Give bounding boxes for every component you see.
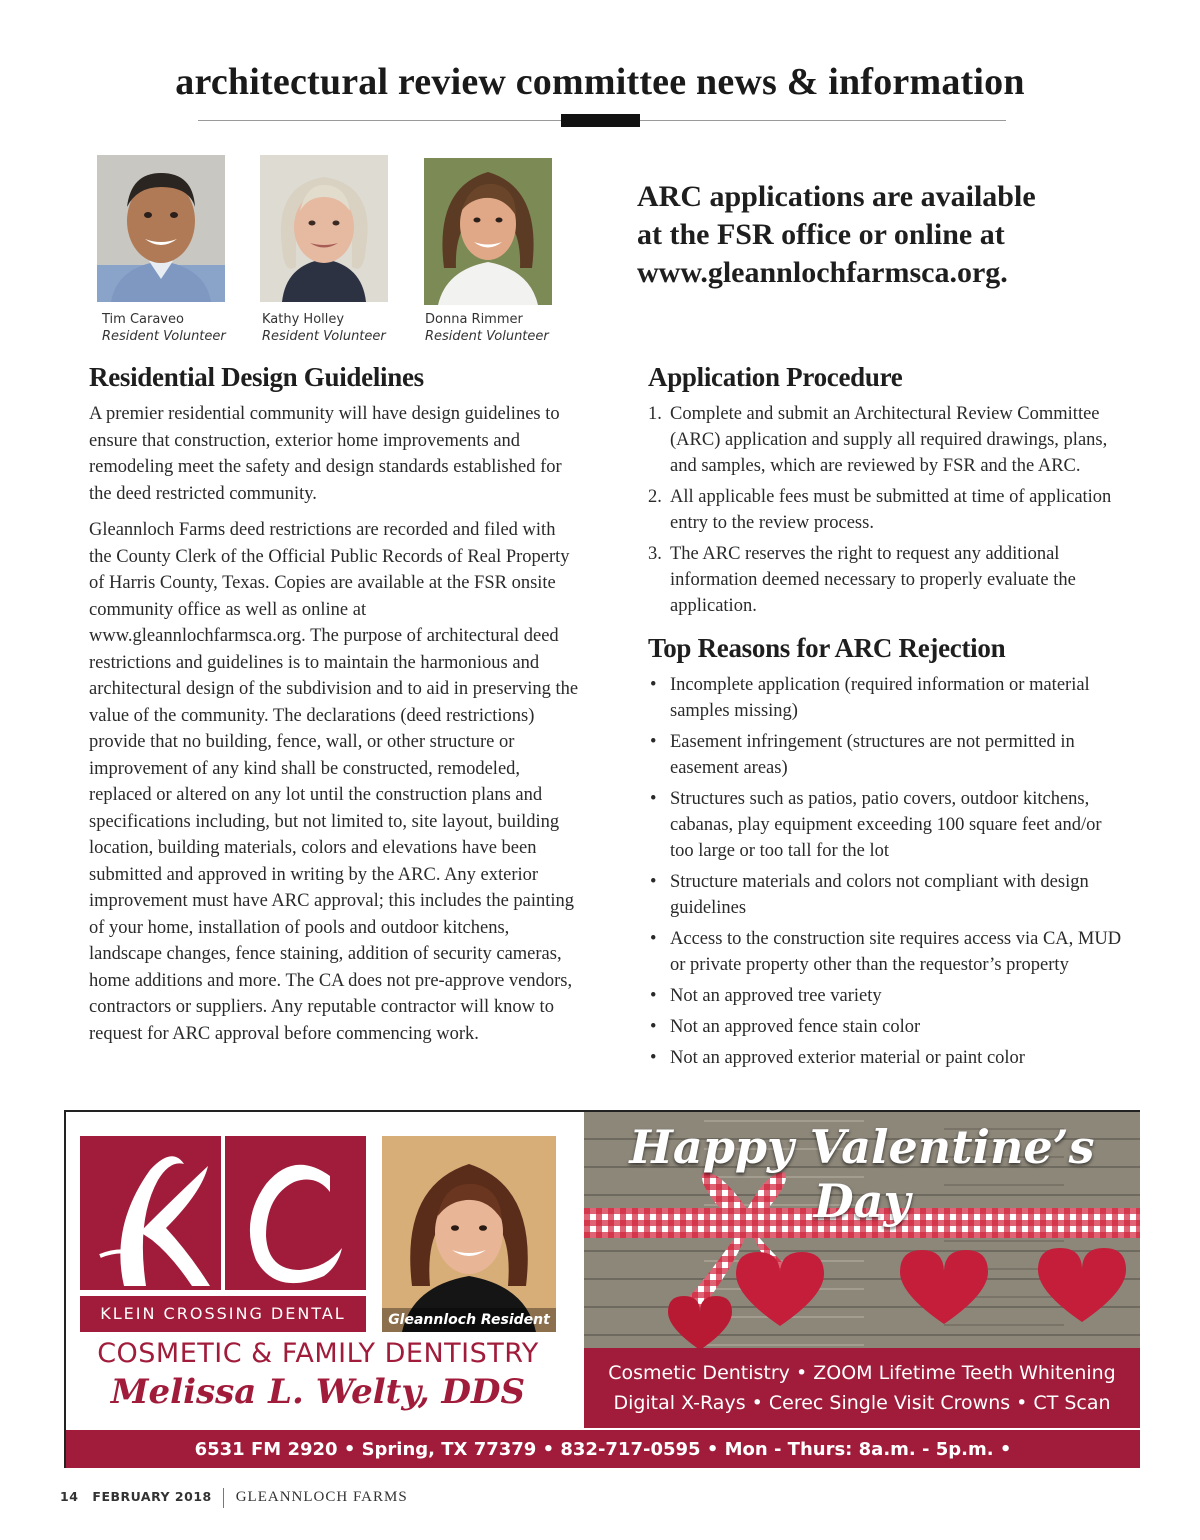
callout-url: www.gleannlochfarmsca.org. — [637, 256, 1008, 289]
volunteer-name: Kathy Holley — [262, 312, 345, 327]
list-text: The ARC reserves the right to request any additional information deemed necessary to properly evaluate the application. — [670, 544, 1076, 616]
services-line: Digital X-Rays • Cerec Single Visit Crowns • CT Scan — [613, 1392, 1111, 1414]
list-item — [648, 869, 1128, 921]
header-accent-bar — [561, 114, 640, 127]
volunteer-caption-kathy — [262, 311, 386, 345]
list-number: 3. — [648, 544, 662, 564]
list-item — [648, 541, 1128, 619]
volunteer-role: Resident Volunteer — [425, 329, 549, 344]
volunteer-caption-donna — [425, 311, 549, 345]
portrait-label: Gleannloch Resident — [382, 1308, 556, 1332]
list-text: Structure materials and colors not compliant with design guidelines — [670, 872, 1089, 918]
list-number: 1. — [648, 404, 662, 424]
list-item — [648, 484, 1128, 536]
list-item — [648, 786, 1128, 864]
list-item — [648, 983, 1128, 1009]
bullet: • — [650, 675, 657, 695]
valentine-greeting: Happy Valentine’s Day — [629, 1120, 1095, 1228]
procedure-list — [648, 401, 1128, 619]
services-banner — [584, 1348, 1140, 1428]
application-section — [648, 362, 1128, 1076]
page-number: 14 — [60, 1489, 79, 1505]
paragraph: A premier residential community will have design guidelines to ensure that construction, exterior home improvements and remodeling meet the safety and design standards established for the deed restricted community. — [89, 404, 562, 504]
volunteer-caption-tim — [102, 311, 226, 345]
volunteer-role: Resident Volunteer — [102, 329, 226, 344]
list-text: Not an approved tree variety — [670, 986, 882, 1006]
list-item — [648, 672, 1128, 724]
page-footer — [60, 1488, 408, 1508]
list-item — [648, 401, 1128, 479]
volunteer-role: Resident Volunteer — [262, 329, 386, 344]
list-text: Not an approved fence stain color — [670, 1017, 921, 1037]
list-text: Structures such as patios, patio covers, outdoor kitchens, cabanas, play equipment exceeding 100 square feet and/or too large or too tall for the lot — [670, 789, 1102, 861]
list-text: Not an approved exterior material or paint color — [670, 1048, 1025, 1068]
services-line: Cosmetic Dentistry • ZOOM Lifetime Teeth Whitening — [608, 1362, 1116, 1384]
bullet: • — [650, 789, 657, 809]
list-text: All applicable fees must be submitted at time of application entry to the review process. — [670, 487, 1112, 533]
bullet: • — [650, 1017, 657, 1037]
callout-line: at the FSR office or online at — [637, 218, 1005, 251]
list-item — [648, 1045, 1128, 1071]
volunteer-photo-tim — [97, 155, 225, 302]
doctor-name: Melissa L. Welty, DDS — [110, 1372, 526, 1412]
dentist-portrait — [382, 1136, 556, 1332]
section-heading: Application Procedure — [648, 362, 903, 392]
bullet: • — [650, 986, 657, 1006]
issue-date: FEBRUARY 2018 — [92, 1489, 212, 1505]
volunteer-name: Tim Caraveo — [102, 312, 184, 327]
ad-headline: COSMETIC & FAMILY DENTISTRY — [97, 1338, 539, 1369]
list-item — [648, 1014, 1128, 1040]
design-guidelines-section — [89, 362, 579, 1047]
magazine-name: GLEANNLOCH FARMS — [235, 1489, 408, 1506]
volunteer-photo-donna — [424, 158, 552, 305]
list-item — [648, 926, 1128, 978]
list-item — [648, 729, 1128, 781]
list-number: 2. — [648, 487, 662, 507]
bullet: • — [650, 872, 657, 892]
paragraph: Gleannloch Farms deed restrictions are recorded and filed with the County Clerk of the Official Public Records of Real Property of Harris County, Texas. Copies are available at the FSR onsite community office as well as online at www.gleannlochfarmsca.org. The purpose of architectural deed restrictions and guidelines is to maintain the harmonious and architectural design of the subdivision and to aid in preserving the value of the community. The declarations (deed restrictions) provide that no building, fence, wall, or other structure or improvement of any kind shall be constructed, remodeled, replaced or altered on any lot until the construction plans and specifications including, but not limited to, site layout, building location, building materials, colors and elevations have been submitted and approved in writing by the ARC. Any exterior improvement must have ARC approval; this includes the painting of your home, installation of pools and outdoor kitchens, landscape changes, fence staining, addition of security cameras, home additions and more. The CA does not pre-approve vendors, contractors or suppliers. Any reputable contractor will know to request for ARC approval before commencing work. — [89, 520, 579, 1044]
list-text: Complete and submit an Architectural Review Committee (ARC) application and supply all required drawings, plans, and samples, which are reviewed by FSR and the ARC. — [670, 404, 1108, 476]
list-text: Easement infringement (structures are not permitted in easement areas) — [670, 732, 1075, 778]
bullet: • — [650, 732, 657, 752]
bullet: • — [650, 1048, 657, 1068]
volunteer-photo-kathy — [260, 155, 388, 302]
section-heading: Top Reasons for ARC Rejection — [648, 633, 1006, 663]
kc-monogram-icon — [80, 1136, 366, 1308]
callout-line: ARC applications are available — [637, 180, 1036, 213]
bullet: • — [650, 929, 657, 949]
section-heading: Residential Design Guidelines — [89, 362, 424, 392]
footer-divider — [223, 1488, 224, 1508]
arc-callout — [637, 178, 1157, 292]
page-title: architectural review committee news & information — [175, 61, 1025, 103]
klein-crossing-logo — [80, 1136, 366, 1308]
volunteer-name: Donna Rimmer — [425, 312, 523, 327]
list-text: Access to the construction site requires access via CA, MUD or private property other than the requestor’s property — [670, 929, 1122, 975]
rejection-list — [648, 672, 1128, 1071]
list-text: Incomplete application (required information or material samples missing) — [670, 675, 1090, 721]
ad-contact-bar: 6531 FM 2920 • Spring, TX 77379 • 832-717-0595 • Mon - Thurs: 8a.m. - 5p.m. • www.kleincrossingdental.com — [66, 1428, 1140, 1468]
practice-name: KLEIN CROSSING DENTAL — [80, 1290, 366, 1332]
